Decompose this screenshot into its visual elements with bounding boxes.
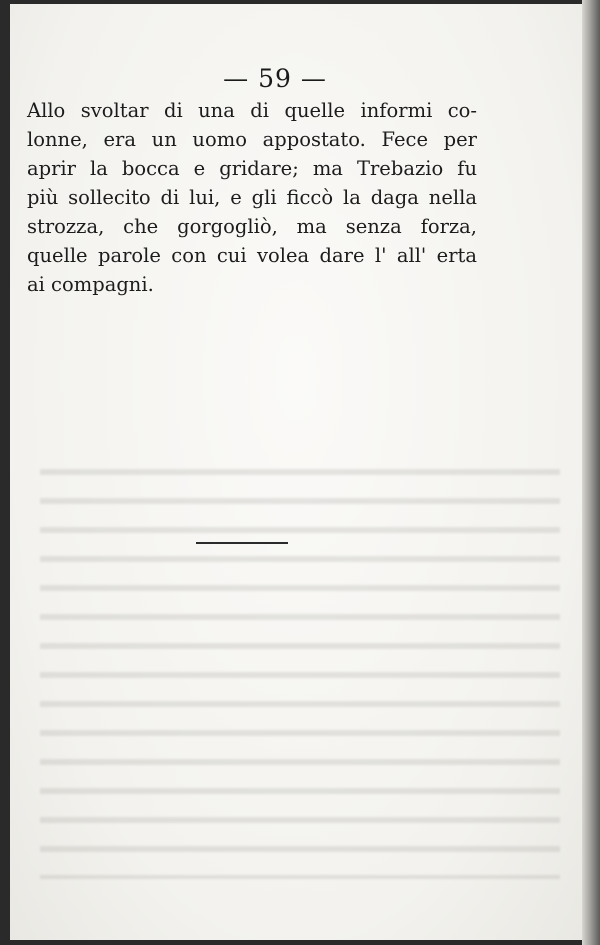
text-line: Allo svoltar di una di quelle informi co- <box>27 99 477 122</box>
section-divider <box>196 542 288 544</box>
text-line: aprir la bocca e gridare; ma Trebazio fu <box>27 157 477 180</box>
body-text <box>27 96 477 299</box>
text-line: quelle parole con cui volea dare l' all' erta <box>27 244 477 267</box>
book-page <box>10 4 582 940</box>
text-line: lonne, era un uomo appostato. Fece per <box>27 128 477 151</box>
text-line: più sollecito di lui, e gli ficcò la daga nella <box>27 186 477 209</box>
show-through-texture <box>40 459 560 879</box>
page-number: — 59 — <box>223 64 327 93</box>
page-edge-shadow <box>582 0 600 945</box>
text-line: strozza, che gorgogliò, ma senza forza, <box>27 215 477 238</box>
text-line: ai compagni. <box>27 273 154 296</box>
